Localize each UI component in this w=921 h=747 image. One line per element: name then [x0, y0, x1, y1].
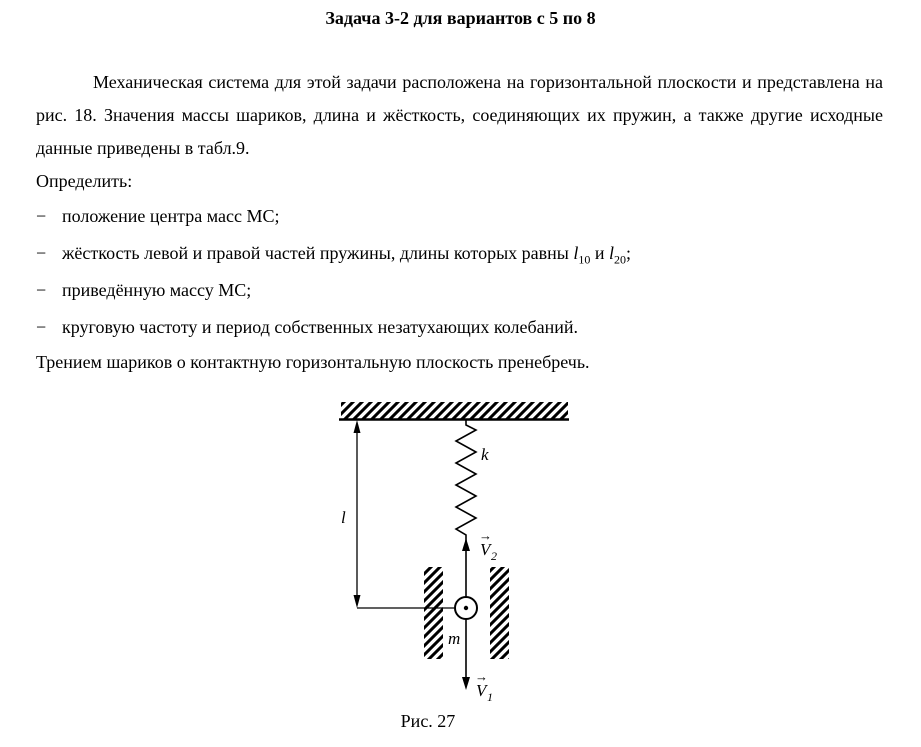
document-body: [36, 66, 883, 379]
task-text-reduced-mass: приведённую массу МС;: [62, 280, 252, 300]
list-item: [36, 235, 883, 272]
task-text-stiffness: [62, 235, 883, 272]
determine-label: Определить:: [36, 171, 133, 191]
task-list: [36, 198, 883, 346]
list-item: [36, 198, 883, 235]
mass-label: m: [448, 629, 461, 648]
velocity-up-label: V: [480, 540, 491, 559]
bullet-marker: −: [36, 206, 47, 226]
task-text-frequency: круговую частоту и период собственных незатухающих колебаний.: [62, 317, 579, 337]
task-text-fragment: жёсткость левой и правой частей пружины, длины которых равны: [62, 243, 574, 263]
dimension-arrow-up: [354, 420, 361, 433]
page-title: Задача 3-2 для вариантов с 5 по 8: [325, 8, 596, 28]
velocity-down-label: V: [476, 681, 487, 700]
length-label: l: [341, 508, 346, 527]
bullet-marker: −: [36, 280, 47, 300]
mechanical-system-diagram: [330, 398, 590, 710]
friction-note: Трением шариков о контактную горизонтальную плоскость пренебречь.: [36, 352, 590, 372]
velocity-down-subscript: 1: [487, 690, 493, 704]
vector-arrow-icon: →: [475, 669, 488, 684]
dimension-arrow-down: [354, 595, 361, 608]
ceiling-hatch: [341, 402, 568, 419]
ball-center-dot: [464, 606, 468, 610]
vector-arrow-icon: →: [479, 528, 492, 543]
figure-diagram: [330, 398, 590, 732]
variable-l20-subscript: 20: [614, 252, 627, 267]
figure-caption: Рис. 27: [400, 711, 456, 731]
bullet-marker: −: [36, 317, 47, 337]
guide-block-left: [424, 567, 443, 659]
velocity-down-arrowhead: [462, 677, 470, 690]
velocity-up-arrowhead: [462, 538, 470, 551]
velocity-up-subscript: 2: [491, 549, 497, 563]
variable-l20-symbol: l: [609, 243, 615, 263]
intro-paragraph: Механическая система для этой задачи расположена на горизонтальной плоскости и представлена на рис. 18. Значения массы шариков, длина и жёсткость, соединяющих их пружин, а также другие исходные данные приведены в табл.9.: [36, 72, 883, 158]
list-item: [36, 272, 883, 309]
variable-l10-symbol: l: [573, 243, 579, 263]
task-text-center-of-mass: положение центра масс МС;: [62, 206, 280, 226]
task-text-fragment: и: [590, 243, 610, 263]
bullet-marker: −: [36, 243, 47, 263]
task-text-fragment: ;: [626, 243, 632, 263]
guide-block-right: [490, 567, 509, 659]
list-item: [36, 309, 883, 346]
spring-stiffness-label: k: [481, 445, 489, 464]
variable-l10-subscript: 10: [578, 252, 591, 267]
spring-zigzag: [456, 420, 476, 540]
